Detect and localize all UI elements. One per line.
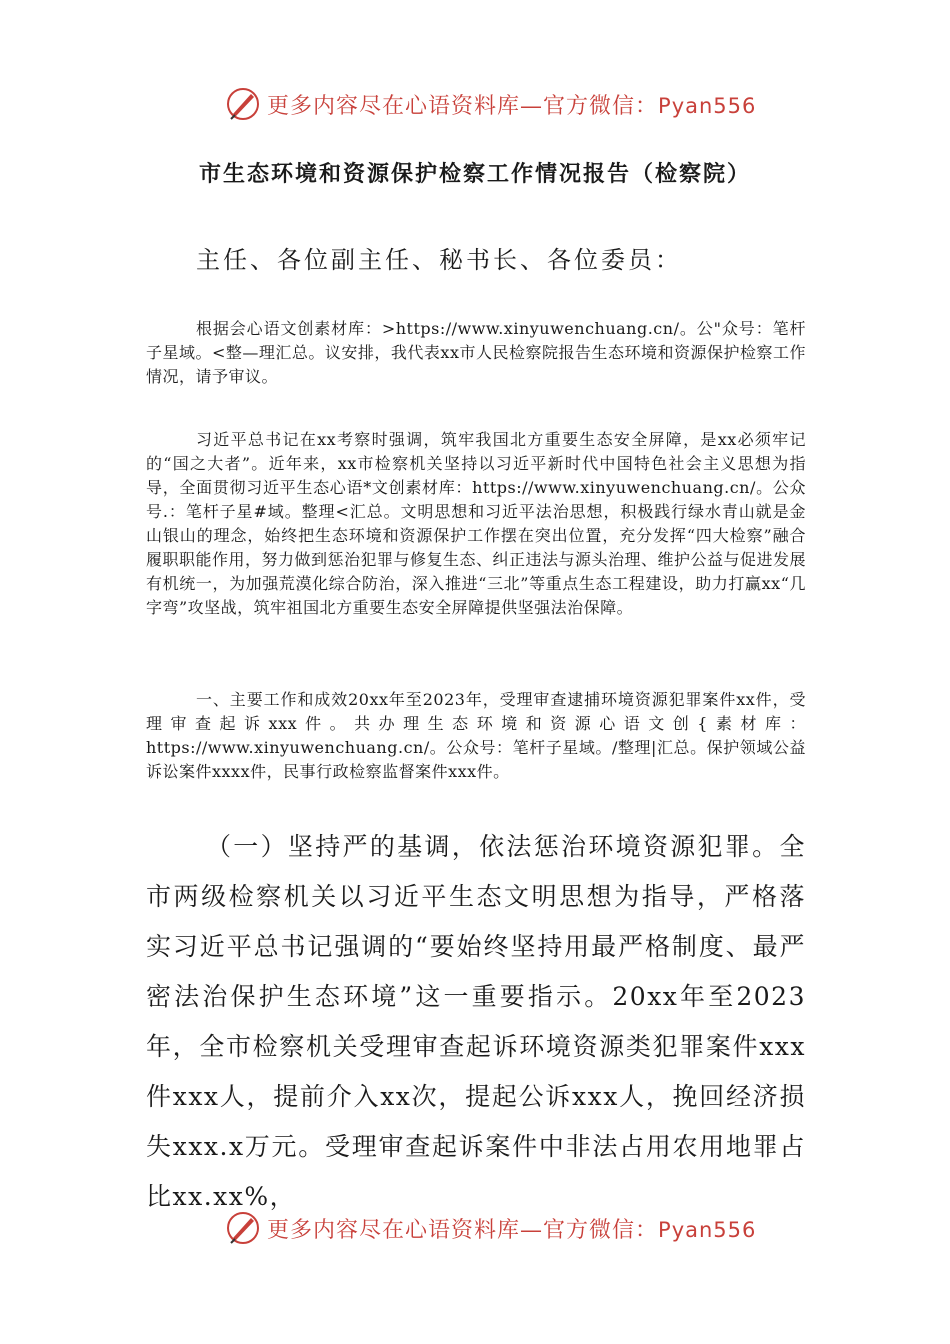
quill-logo-icon [225,1210,261,1246]
quill-logo-icon [225,86,261,122]
paragraph-section-one: （一）坚持严的基调，依法惩治环境资源犯罪。全市两级检察机关以习近平生态文明思想为指导，严格落实习近平总书记强调的“要始终坚持用最严格制度、最严密法治保护生态环境”这一重要指示。20xx年至2023年，全市检察机关受理审查起诉环境资源类犯罪案件xxx件xxx人，提前介入xx次，提起公诉xxx人，挽回经济损失xxx.x万元。受理审查起诉案件中非法占用农用地罪占比xx.xx%， [146,832,806,1211]
footer-banner [0,1208,950,1248]
paragraph-background: 习近平总书记在xx考察时强调，筑牢我国北方重要生态安全屏障，是xx必须牢记的“国之大者”。近年来，xx市检察机关坚持以习近平新时代中国特色社会主义思想为指导，全面贯彻习近平生态心语*文创素材库：https://www.xinyuwenchuang.cn/。公众号.：笔杆子星#域。整理<汇总。文明思想和习近平法治思想，积极践行绿水青山就是金山银山的理念，始终把生态环境和资源保护工作摆在突出位置，充分发挥“四大检察”融合履职职能作用，努力做到惩治犯罪与修复生态、纠正违法与源头治理、维护公益与促进发展有机统一，为加强荒漠化综合防治，深入推进“三北”等重点生态工程建设，助力打赢xx“几字弯”攻坚战，筑牢祖国北方重要生态安全屏障提供坚强法治保障。 [146,430,807,617]
paragraph-main-work: 一、主要工作和成效20xx年至2023年，受理审查逮捕环境资源犯罪案件xx件，受理审查起诉xxx件。共办理生态环境和资源心语文创{素材库：https://www.xinyuwenchuang.cn/。公众号：笔杆子星域。/整理|汇总。保护领域公益诉讼案件xxxx件，民事行政检察监督案件xxx件。 [146,690,806,781]
banner-text: 更多内容尽在心语资料库—官方微信：Pyan556 [267,93,757,119]
paragraph-intro: 根据会心语文创素材库：>https://www.xinyuwenchuang.cn/。公"众号：笔杆子星域。<整—理汇总。议安排，我代表xx市人民检察院报告生态环境和资源保护检察工作情况，请予审议。 [146,319,806,386]
header-banner [0,84,950,124]
banner-text: 更多内容尽在心语资料库—官方微信：Pyan556 [267,1217,757,1243]
salutation: 主任、各位副主任、秘书长、各位委员： [196,246,682,274]
document-title: 市生态环境和资源保护检察工作情况报告（检察院） [198,161,751,187]
